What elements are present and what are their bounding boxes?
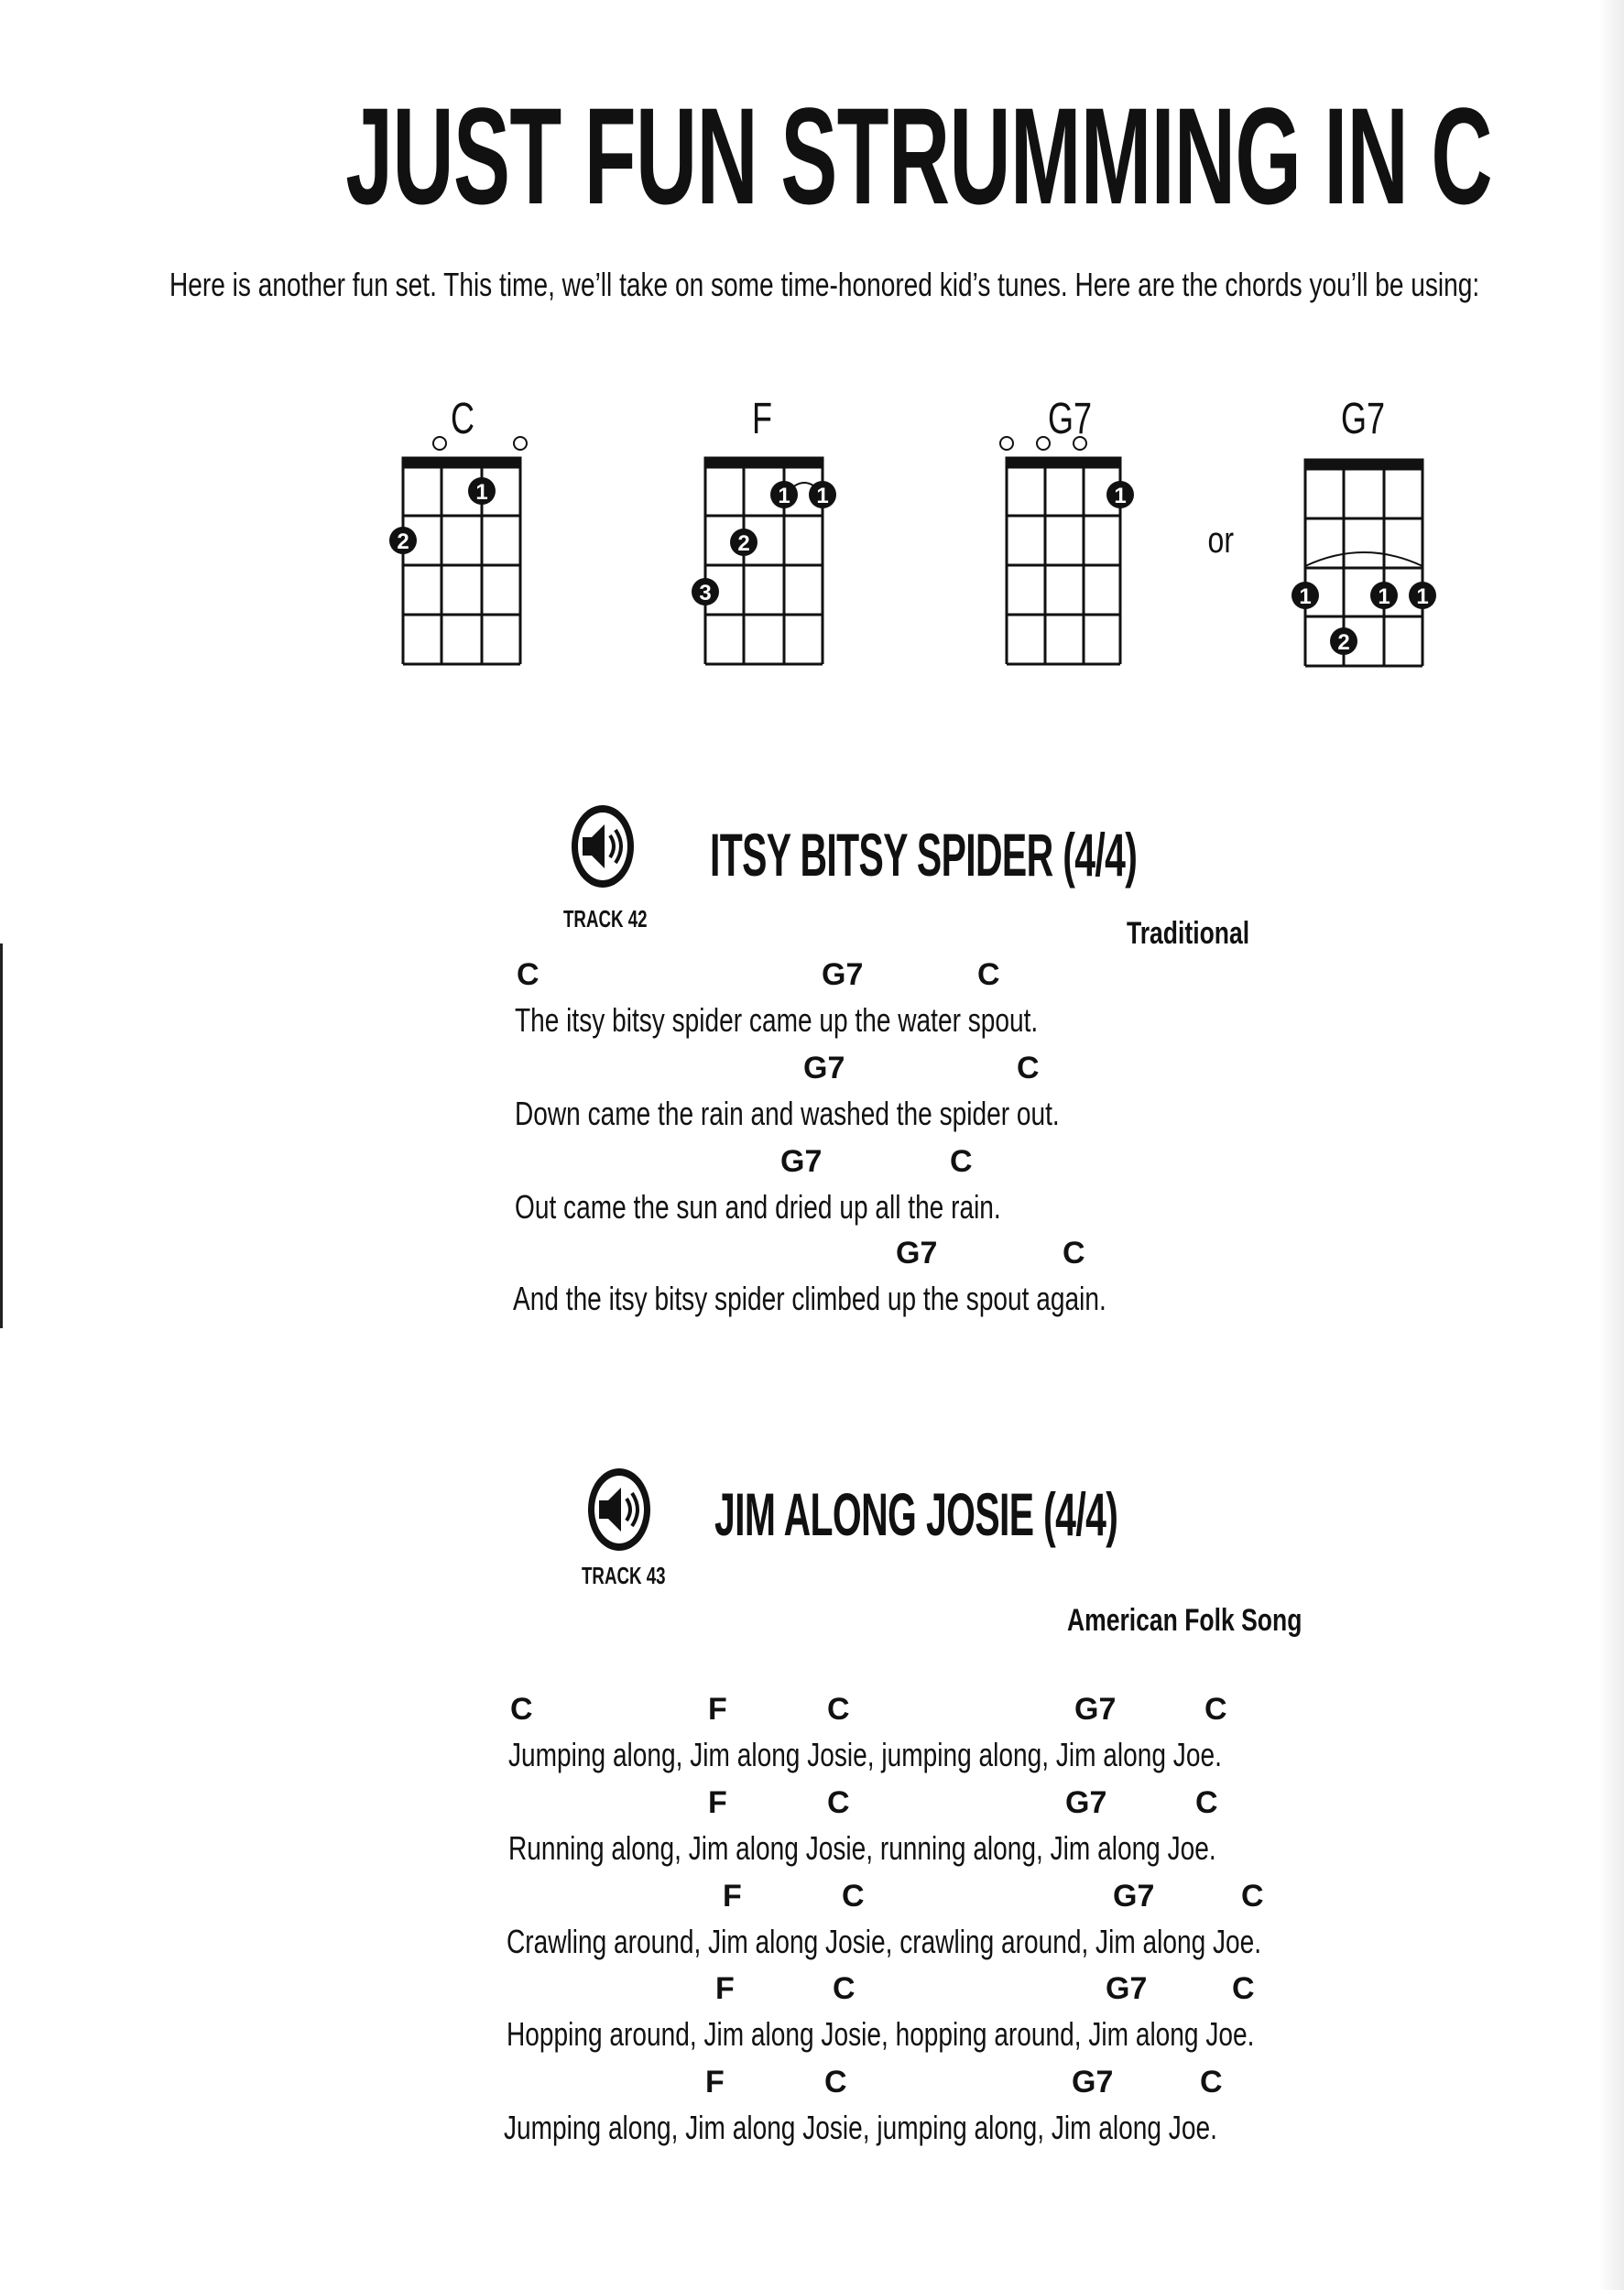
chord-name-g7-alt: G7 <box>1340 395 1386 443</box>
lyric-line: Hopping around, Jim along Josie, hopping around, Jim along Joe. <box>507 2015 1255 2053</box>
chord-label: F <box>705 2065 725 2099</box>
finger-dot <box>730 529 758 556</box>
chord-label: C <box>1195 1785 1218 1820</box>
chord-label: F <box>708 1692 727 1727</box>
finger-dot <box>1292 582 1319 609</box>
track-label: TRACK 42 <box>563 905 648 932</box>
svg-text:2: 2 <box>397 529 409 554</box>
svg-text:1: 1 <box>1378 584 1390 609</box>
finger-dot <box>809 481 836 508</box>
song-title: JIM ALONG JOSIE (4/4) <box>714 1480 1118 1548</box>
composer-label: American Folk Song <box>1067 1603 1302 1638</box>
svg-text:1: 1 <box>1299 584 1312 609</box>
finger-dot <box>1370 582 1398 609</box>
song-line <box>507 1879 1475 1961</box>
chord-label: G7 <box>1106 1971 1148 2006</box>
chord-label: F <box>708 1785 727 1820</box>
chord-name-g7: G7 <box>1047 395 1093 443</box>
chord-label: C <box>827 1692 850 1727</box>
intro-text: Here is another fun set. This time, we’ll take on some time-honored kid’s tunes. Here are the chords you’ll be using: <box>169 266 1480 303</box>
song-line <box>515 957 1185 1040</box>
song-line <box>504 2065 1419 2147</box>
lyric-line: Crawling around, Jim along Josie, crawling around, Jim along Joe. <box>507 1923 1262 1960</box>
song-line <box>508 1692 1423 1774</box>
chord-label: G7 <box>780 1144 823 1179</box>
chord-name-f: F <box>751 395 772 443</box>
chord-label: C <box>1063 1236 1085 1270</box>
chord-label: C <box>824 2065 847 2099</box>
lyric-line: Down came the rain and washed the spider out. <box>515 1095 1060 1132</box>
chord-label: C <box>1241 1879 1264 1914</box>
chord-label: G7 <box>803 1051 845 1085</box>
svg-text:1: 1 <box>1114 484 1127 508</box>
chord-label: C <box>510 1692 533 1727</box>
finger-dot <box>770 481 798 508</box>
song-line <box>515 1051 1213 1133</box>
chord-label: C <box>517 957 540 992</box>
chord-label: C <box>1017 1051 1040 1085</box>
finger-dot <box>1330 627 1357 655</box>
chord-diagram-g7-alt <box>1287 431 1452 678</box>
svg-text:3: 3 <box>699 581 712 605</box>
lyric-line: Out came the sun and dried up all the rain. <box>515 1188 1001 1226</box>
chord-label: C <box>833 1971 856 2006</box>
chord-label: F <box>723 1879 742 1914</box>
svg-text:1: 1 <box>1416 584 1429 609</box>
song-title: ITSY BITSY SPIDER (4/4) <box>710 821 1138 889</box>
chord-diagram-c <box>385 431 550 678</box>
speaker-icon[interactable] <box>570 804 636 889</box>
svg-text:1: 1 <box>778 484 790 508</box>
song-line <box>507 1971 1466 2054</box>
chord-label: G7 <box>896 1236 938 1270</box>
song-line <box>508 1785 1416 1868</box>
chord-label: G7 <box>1072 2065 1114 2099</box>
chord-label: C <box>977 957 1000 992</box>
speaker-icon[interactable] <box>586 1467 652 1552</box>
svg-text:1: 1 <box>475 480 488 505</box>
svg-text:1: 1 <box>816 484 829 508</box>
chord-label: C <box>827 1785 850 1820</box>
track-label: TRACK 43 <box>582 1562 666 1589</box>
lyric-line: Jumping along, Jim along Josie, jumping along, Jim along Joe. <box>508 1736 1222 1773</box>
chord-label: C <box>842 1879 865 1914</box>
finger-dot <box>1409 582 1436 609</box>
finger-dot <box>1106 481 1134 508</box>
chord-label: C <box>1204 1692 1227 1727</box>
finger-dot <box>692 578 719 605</box>
page-title: JUST FUN STRUMMING IN C <box>345 79 1492 233</box>
chord-label: C <box>950 1144 973 1179</box>
page-edge-shadow <box>1598 0 1624 2290</box>
chord-label: C <box>1232 1971 1255 2006</box>
finger-dot <box>468 477 496 505</box>
chord-diagram-g7 <box>985 431 1150 678</box>
lyric-line: The itsy bitsy spider came up the water spout. <box>515 1001 1039 1039</box>
svg-text:2: 2 <box>1337 630 1350 655</box>
chord-label: G7 <box>1074 1692 1117 1727</box>
chord-label: G7 <box>1065 1785 1107 1820</box>
song-line <box>513 1236 1273 1318</box>
chord-label: C <box>1200 2065 1223 2099</box>
lyric-line: Jumping along, Jim along Josie, jumping along, Jim along Joe. <box>504 2109 1217 2146</box>
chord-label: F <box>715 1971 735 2006</box>
chord-diagram-f <box>687 431 852 678</box>
page-binding-line <box>0 943 3 1328</box>
chord-label: G7 <box>1113 1879 1155 1914</box>
lyric-line: Running along, Jim along Josie, running along, Jim along Joe. <box>508 1829 1216 1867</box>
finger-dot <box>389 527 417 554</box>
lyric-line: And the itsy bitsy spider climbed up the spout again. <box>513 1280 1106 1317</box>
chord-name-c: C <box>450 395 474 443</box>
composer-label: Traditional <box>1127 916 1250 951</box>
song-line <box>515 1144 1138 1227</box>
chord-label: G7 <box>822 957 864 992</box>
or-label: or <box>1207 520 1235 561</box>
svg-text:2: 2 <box>737 531 750 556</box>
